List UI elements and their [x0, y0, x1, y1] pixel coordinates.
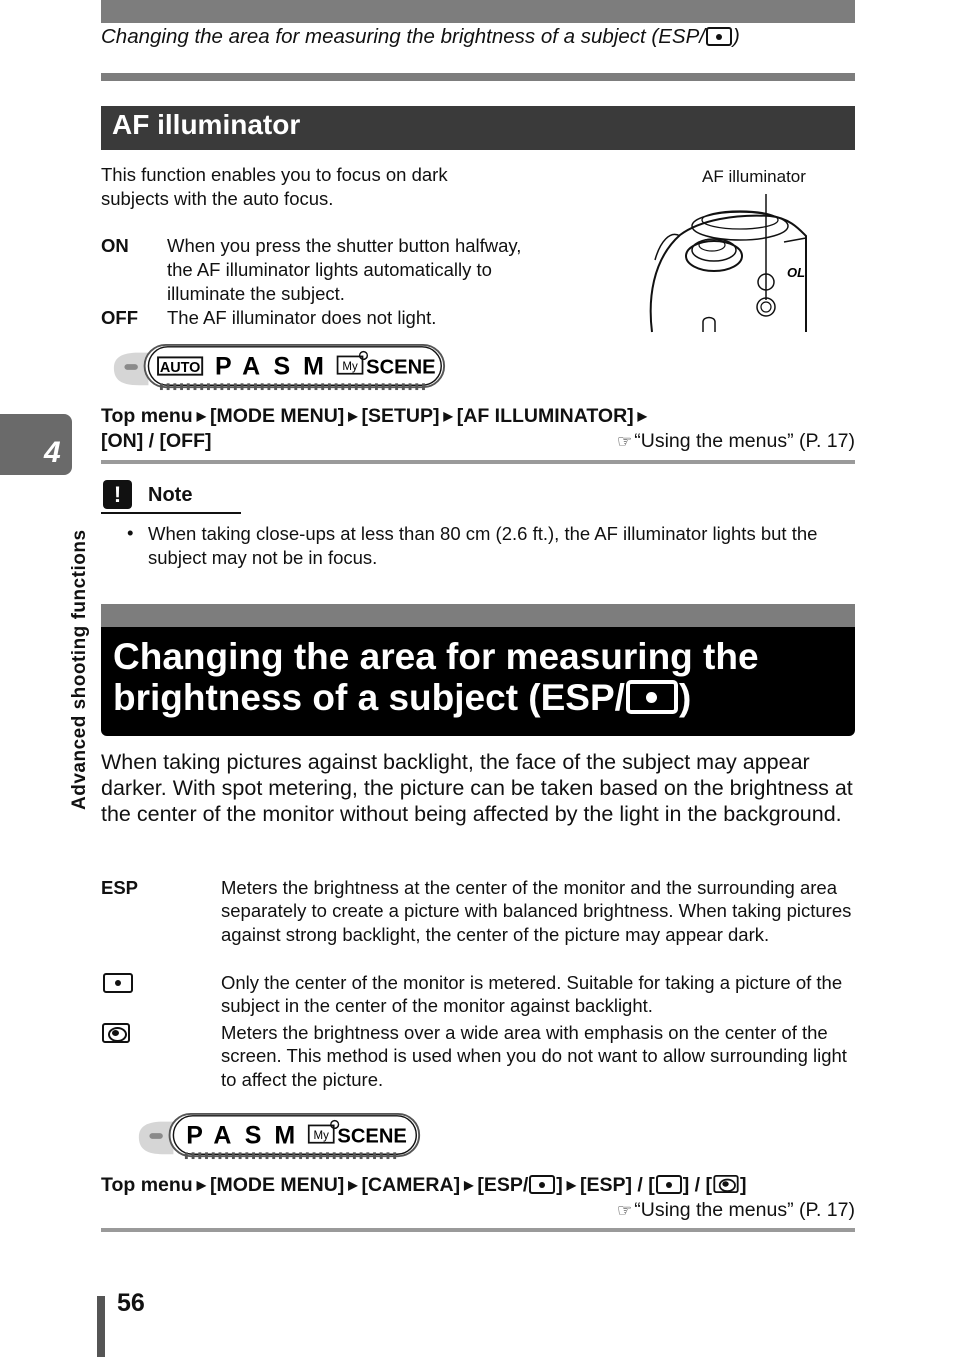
spot-metering-icon — [626, 680, 678, 714]
metering-option-esp — [101, 876, 856, 971]
menu-path-item: Top menu — [101, 405, 193, 427]
pointing-hand-icon: ☞ — [617, 432, 633, 451]
note-text: When taking close-ups at less than 80 cm (2.6 ft.), the AF illuminator lights but the subject may not be in focus. — [148, 523, 818, 568]
figure-label: AF illuminator — [702, 167, 806, 186]
pointing-hand-icon: ☞ — [617, 1201, 633, 1220]
mode-p: P — [214, 352, 232, 381]
arrow-icon: ▶ — [196, 1178, 206, 1192]
camera-illustration — [640, 190, 815, 335]
af-option-on — [101, 234, 521, 306]
spot-metering-icon — [529, 1175, 555, 1194]
menu-path-item: [SETUP] — [361, 405, 440, 427]
af-option-off — [101, 306, 521, 330]
svg-text:OL: OL — [787, 265, 806, 280]
mode-s: S — [273, 352, 291, 381]
chapter-tab — [0, 414, 72, 475]
mode-auto: AUTO — [159, 359, 201, 376]
running-header-text: Changing the area for measuring the brightness of a subject (ESP/ — [101, 25, 705, 48]
menu-path-item: [MODE MENU] — [209, 1174, 345, 1196]
arrow-icon: ▶ — [348, 409, 358, 423]
menu-path-item: [MODE MENU] — [209, 405, 345, 427]
menu-path-metering — [101, 1173, 855, 1223]
menu-reference-text: “Using the menus” (P. 17) — [634, 1199, 855, 1221]
mode-my: My — [342, 360, 358, 373]
chapter-label — [48, 480, 90, 810]
arrow-icon: ▶ — [566, 1178, 576, 1192]
arrow-icon: ▶ — [348, 1178, 358, 1192]
menu-path-item: [AF ILLUMINATOR] — [456, 405, 634, 427]
menu-path-options: [ON] / [OFF] — [101, 430, 212, 452]
mode-m: M — [303, 352, 324, 381]
menu-path-item: Top menu — [101, 1174, 193, 1196]
spot-metering-icon — [656, 1175, 682, 1194]
page-number-bar — [97, 1296, 105, 1357]
spot-metering-icon — [103, 973, 133, 993]
mode-scene: SCENE — [366, 356, 436, 379]
section-title-af-illuminator: AF illuminator — [101, 106, 855, 150]
option-term: ON — [101, 235, 129, 256]
mode-a: A — [242, 352, 261, 381]
option-desc: The AF illuminator does not light. — [167, 307, 437, 328]
option-desc: Only the center of the monitor is metered. Suitable for taking a picture of the subject in the center of the monitor against backlight. — [221, 972, 843, 1017]
arrow-icon: ▶ — [637, 409, 647, 423]
menu-path-af — [101, 404, 855, 454]
divider — [101, 1228, 855, 1232]
title-line-1: Changing the area for measuring the — [113, 636, 759, 677]
menu-path-item: [ESP] / [ — [580, 1174, 655, 1196]
title-line-2-text: brightness of a subject (ESP/ — [113, 677, 625, 718]
header-rule — [101, 73, 855, 81]
header-bar — [101, 0, 855, 23]
shooting-mode-bar — [104, 1112, 454, 1160]
af-intro: This function enables you to focus on dark subjects with the auto focus. — [101, 164, 448, 209]
exclamation-icon: ! — [103, 480, 132, 509]
arrow-icon: ▶ — [443, 409, 453, 423]
page-number: 56 — [117, 1289, 145, 1317]
chapter-number: 4 — [44, 436, 61, 469]
option-desc: When you press the shutter button halfway, the AF illuminator lights automatically to illuminate the subject. — [167, 235, 522, 304]
arrow-icon: ▶ — [196, 409, 206, 423]
spot-metering-icon — [706, 27, 732, 46]
menu-reference-text: “Using the menus” (P. 17) — [634, 430, 855, 452]
mode-p: P — [186, 1121, 203, 1150]
center-weighted-metering-icon — [102, 1023, 130, 1043]
note-heading — [101, 480, 241, 514]
option-term: OFF — [101, 307, 138, 328]
mode-s: S — [244, 1121, 262, 1150]
title-top-bar — [101, 604, 855, 627]
menu-path-item: ] — [740, 1174, 747, 1196]
af-options — [101, 234, 521, 330]
menu-path-item: [CAMERA] — [361, 1174, 461, 1196]
metering-option-spot — [101, 971, 856, 1021]
shooting-mode-bar — [104, 343, 454, 391]
mode-scene: SCENE — [337, 1125, 407, 1148]
menu-path-item: ] / [ — [682, 1174, 713, 1196]
mode-my: My — [313, 1129, 329, 1142]
bullet: • — [127, 522, 134, 543]
option-term: ESP — [101, 877, 139, 898]
menu-reference — [617, 429, 855, 454]
menu-path-item: [ESP/ — [477, 1174, 529, 1196]
mode-m: M — [274, 1121, 296, 1150]
metering-intro: When taking pictures against backlight, the face of the subject may appear darker. With spot metering, the picture can be taken based on the brightness at the center of the monitor without being affected by the light in the background. — [101, 750, 853, 826]
menu-path-item: ] — [556, 1174, 563, 1196]
arrow-icon: ▶ — [464, 1178, 474, 1192]
running-header-text-end: ) — [732, 25, 740, 48]
note-label: Note — [148, 484, 193, 506]
title-line-2-end: ) — [678, 677, 692, 718]
chapter-label-text: Advanced shooting functions — [69, 529, 90, 810]
center-weighted-metering-icon — [713, 1175, 738, 1193]
page-title — [101, 627, 855, 736]
metering-option-center — [101, 1021, 856, 1091]
metering-options — [101, 876, 856, 1091]
running-header — [101, 25, 855, 49]
divider — [101, 460, 855, 464]
menu-reference — [101, 1198, 855, 1223]
option-desc: Meters the brightness over a wide area with emphasis on the center of the screen. This method is used when you do not want to allow surrounding light to affect the picture. — [221, 1022, 847, 1090]
mode-a: A — [213, 1121, 232, 1150]
title-line-2 — [113, 677, 855, 718]
option-desc: Meters the brightness at the center of the monitor and the surrounding area separately to create a picture with balanced brightness. When taking pictures against strong backlight, the center of the picture may appear dark. — [221, 877, 852, 945]
